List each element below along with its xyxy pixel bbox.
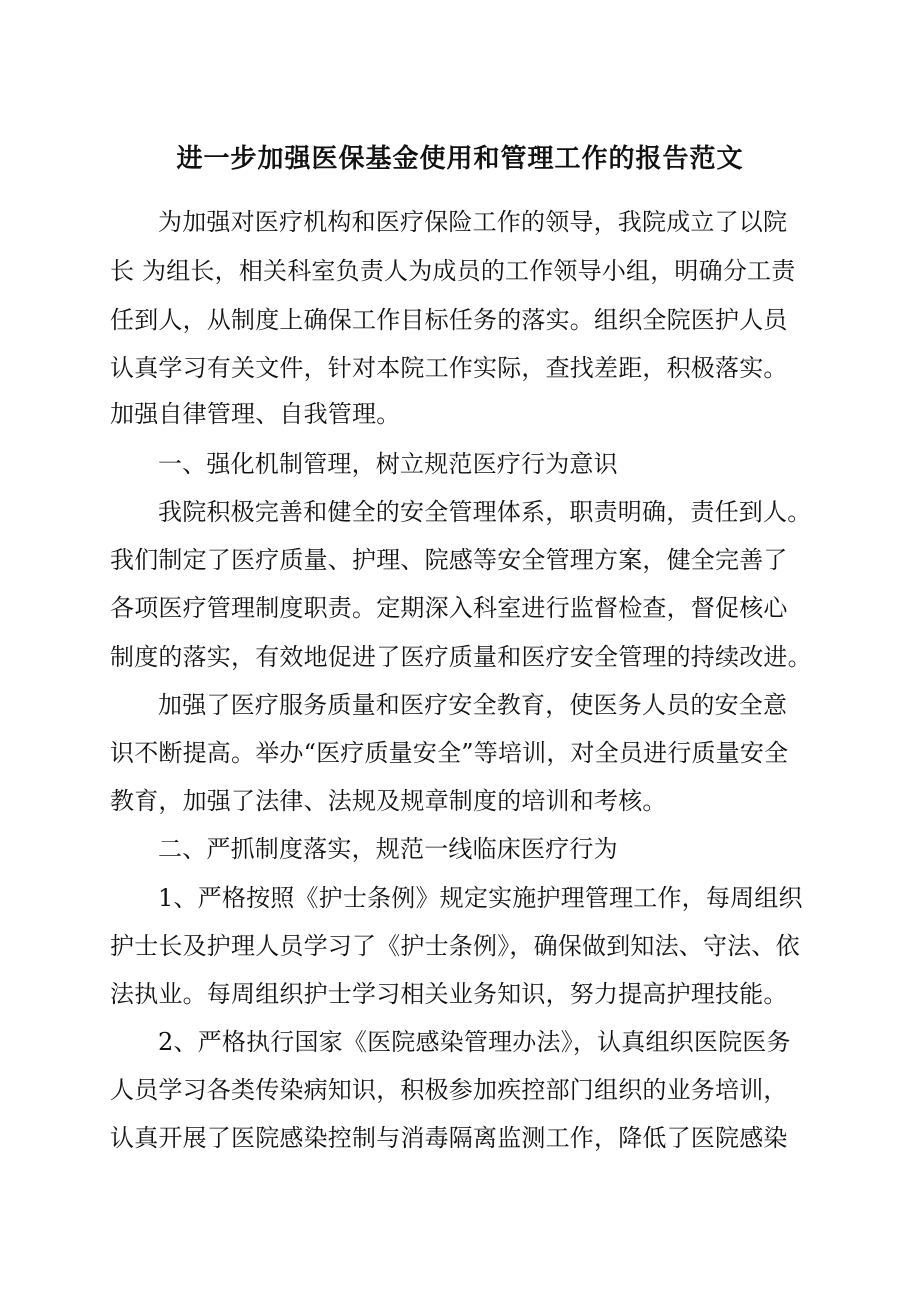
paragraph-line: 认真学习有关文件，针对本院工作实际，查找差距，积极落实。 xyxy=(110,354,788,382)
document-title: 进一步加强医保基金使用和管理工作的报告范文 xyxy=(176,144,744,174)
paragraph-line: 认真开展了医院感染控制与消毒隔离监测工作，降低了医院感染 xyxy=(110,1124,788,1152)
paragraph-line: 各项医疗管理制度职责。定期深入科室进行监督检查，督促核心 xyxy=(110,594,788,622)
paragraph-line: 识不断提高。举办“医疗质量安全”等培训，对全员进行质量安全 xyxy=(110,739,789,767)
paragraph-line: 任到人，从制度上确保工作目标任务的落实。组织全院医护人员 xyxy=(110,306,788,334)
paragraph-line: 法执业。每周组织护士学习相关业务知识，努力提高护理技能。 xyxy=(110,980,788,1008)
paragraph-line: 为加强对医疗机构和医疗保险工作的领导，我院成立了以院 xyxy=(158,208,788,236)
section-heading: 一、强化机制管理，树立规范医疗行为意识 xyxy=(158,450,618,478)
paragraph-line: 加强自律管理、自我管理。 xyxy=(110,400,401,428)
section-heading: 二、严抓制度落实，规范一线临床医疗行为 xyxy=(158,835,618,863)
paragraph-line: 1、严格按照《护士条例》规定实施护理管理工作，每周组织 xyxy=(158,884,803,912)
paragraph-line: 我院积极完善和健全的安全管理体系，职责明确，责任到人。 xyxy=(158,498,812,526)
paragraph-line: 教育，加强了法律、法规及规章制度的培训和考核。 xyxy=(110,787,667,815)
paragraph-line: 护士长及护理人员学习了《护士条例》，确保做到知法、守法、依 xyxy=(110,932,800,960)
paragraph-line: 长 为组长，相关科室负责人为成员的工作领导小组，明确分工责 xyxy=(110,257,796,285)
paragraph-line: 加强了医疗服务质量和医疗安全教育，使医务人员的安全意 xyxy=(158,691,788,719)
paragraph-line: 我们制定了医疗质量、护理、院感等安全管理方案，健全完善了 xyxy=(110,546,788,574)
paragraph-line: 人员学习各类传染病知识，积极参加疾控部门组织的业务培训， xyxy=(110,1076,788,1104)
paragraph-line: 2、严格执行国家《医院感染管理办法》，认真组织医院医务 xyxy=(158,1028,791,1056)
paragraph-line: 制度的落实，有效地促进了医疗质量和医疗安全管理的持续改进。 xyxy=(110,643,812,671)
